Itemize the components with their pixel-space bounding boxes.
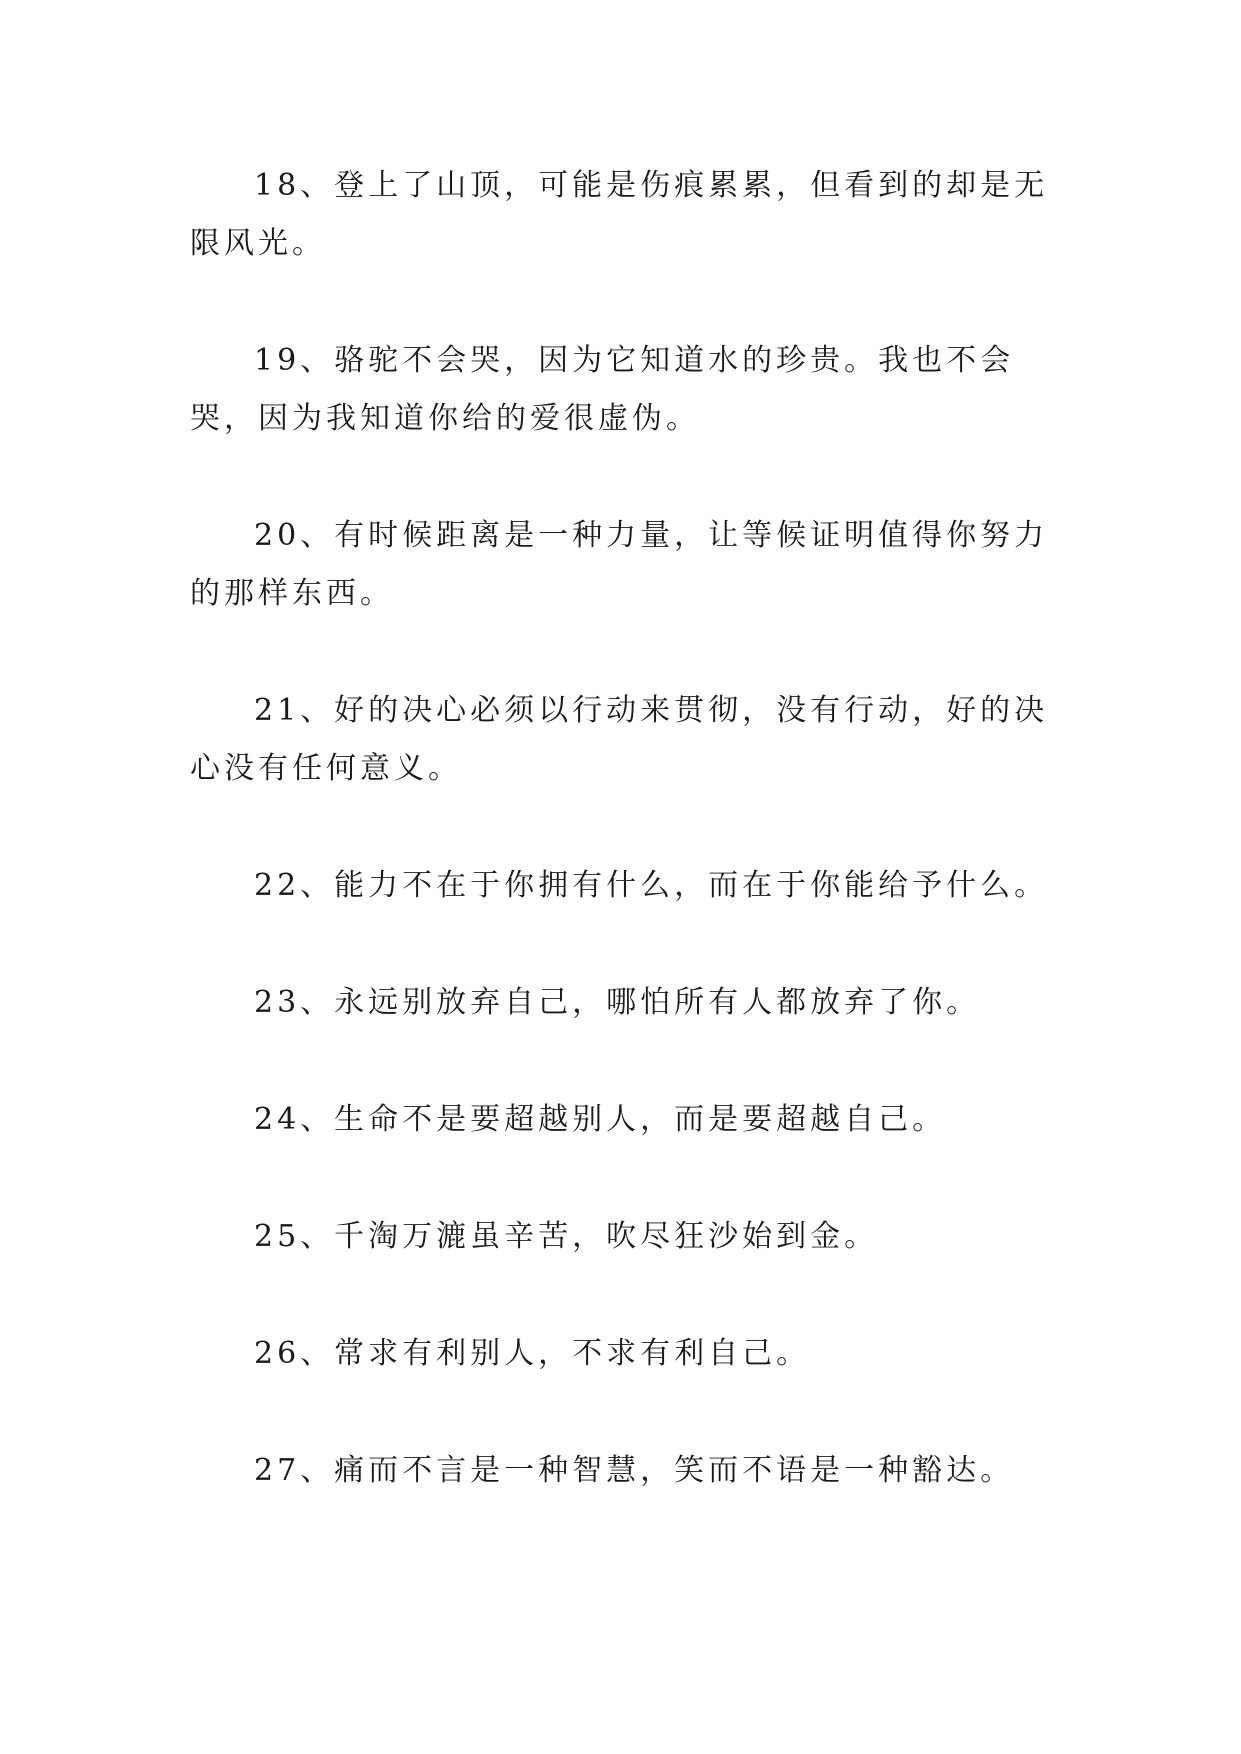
paragraph-26: 26、常求有利别人，不求有利自己。 bbox=[254, 1336, 811, 1371]
paragraph-25: 25、千淘万漉虽辛苦，吹尽狂沙始到金。 bbox=[254, 1219, 879, 1254]
paragraph-18: 18、登上了山顶，可能是伤痕累累，但看到的却是无限风光。 bbox=[190, 168, 1049, 261]
paragraph-27: 27、痛而不言是一种智慧，笑而不语是一种豁达。 bbox=[254, 1453, 1015, 1488]
paragraph-23: 23、永远别放弃自己，哪怕所有人都放弃了你。 bbox=[254, 985, 981, 1020]
paragraph-20: 20、有时候距离是一种力量，让等候证明值得你努力的那样东西。 bbox=[190, 518, 1049, 611]
paragraph-24: 24、生命不是要超越别人，而是要超越自己。 bbox=[254, 1102, 947, 1137]
paragraph-22: 22、能力不在于你拥有什么，而在于你能给予什么。 bbox=[254, 868, 1049, 903]
paragraph-21: 21、好的决心必须以行动来贯彻，没有行动，好的决心没有任何意义。 bbox=[190, 693, 1049, 786]
paragraph-19: 19、骆驼不会哭，因为它知道水的珍贵。我也不会哭，因为我知道你给的爱很虚伪。 bbox=[190, 343, 1015, 436]
